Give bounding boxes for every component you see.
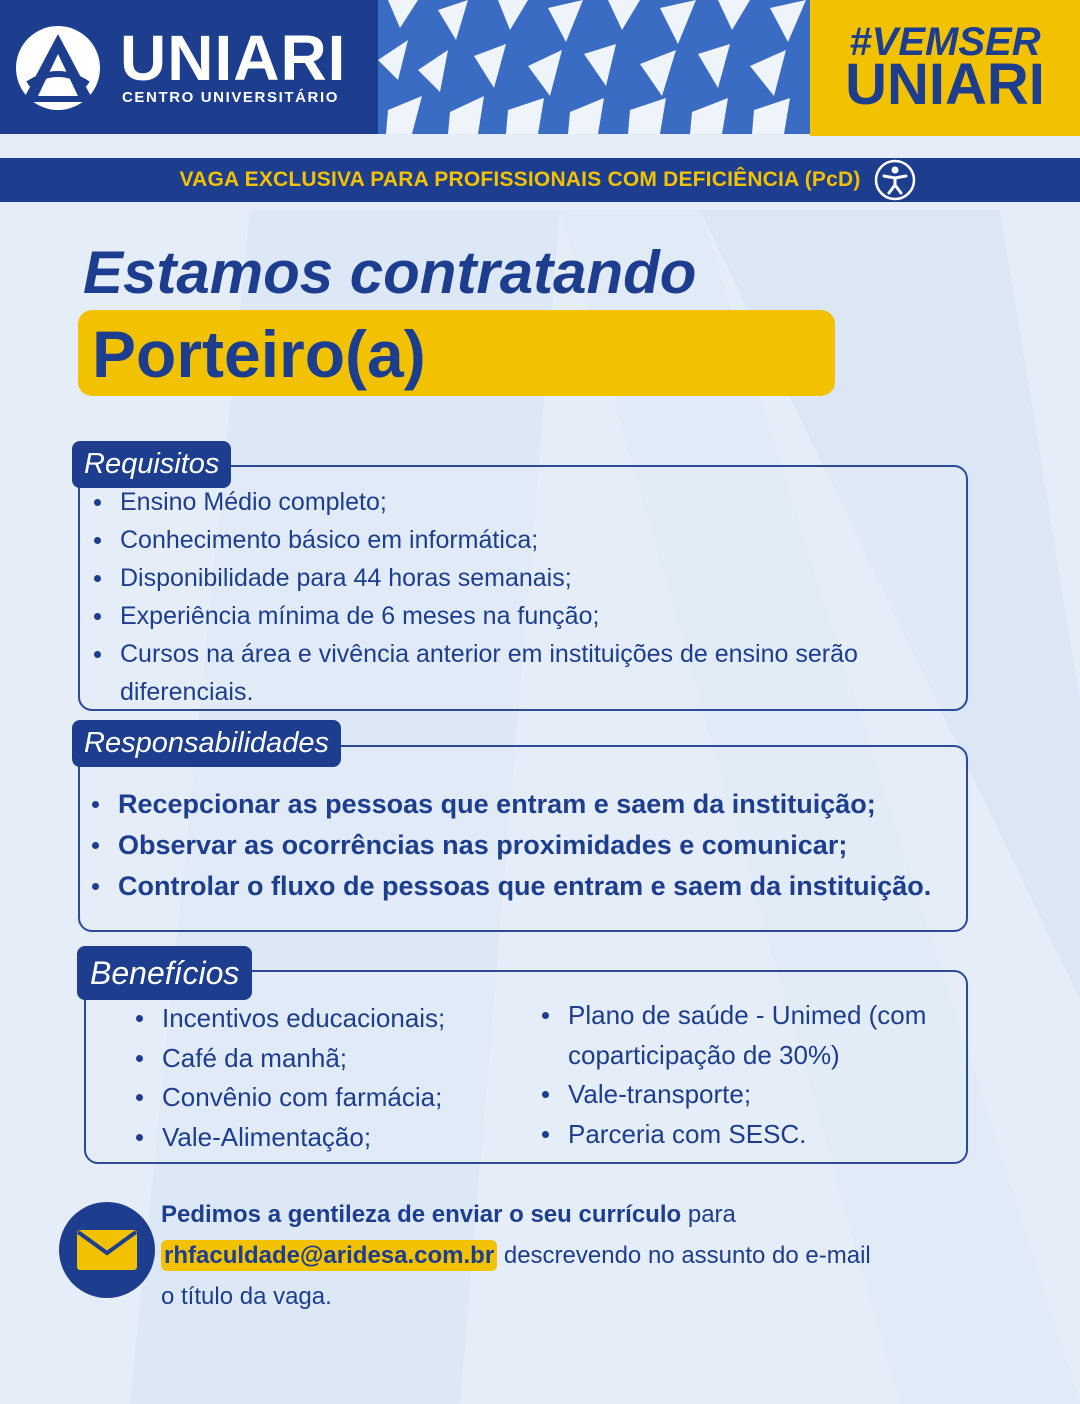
- hashtag-block: [810, 0, 1080, 136]
- pcd-banner: [0, 158, 1080, 202]
- beneficios-list-left: [122, 999, 522, 1157]
- responsabilidades-list: [78, 784, 968, 907]
- list-item: Recepcionar as pessoas que entram e saem da instituição;: [78, 784, 968, 825]
- contact-text: [161, 1194, 1041, 1317]
- contact-after-email: descrevendo no assunto do e-mail: [497, 1242, 871, 1269]
- contact-intro-tail: para: [681, 1201, 736, 1228]
- list-item: Incentivos educacionais;: [122, 999, 522, 1039]
- headline: Estamos contratando: [83, 239, 697, 306]
- mail-icon: [76, 1229, 138, 1271]
- contact-line-1: [161, 1194, 1041, 1235]
- list-item: Controlar o fluxo de pessoas que entram e saem da instituição.: [78, 866, 968, 907]
- list-item: Parceria com SESC.: [528, 1115, 948, 1155]
- accessibility-icon: [873, 158, 917, 202]
- hashtag-line1: #VEMSER: [849, 20, 1041, 64]
- requisitos-list: [80, 483, 950, 711]
- requisitos-title: Requisitos: [72, 441, 231, 488]
- contact-line-3: o título da vaga.: [161, 1283, 332, 1310]
- list-item: Convênio com farmácia;: [122, 1078, 522, 1118]
- list-item: Vale-Alimentação;: [122, 1118, 522, 1158]
- triangle-pattern: [378, 0, 810, 134]
- logo-subtitle: CENTRO UNIVERSITÁRIO: [122, 89, 340, 106]
- list-item: Café da manhã;: [122, 1039, 522, 1079]
- responsabilidades-title: Responsabilidades: [72, 720, 341, 767]
- list-item: Disponibilidade para 44 horas semanais;: [80, 559, 950, 597]
- beneficios-title: Benefícios: [77, 946, 252, 1000]
- banner-text: VAGA EXCLUSIVA PARA PROFISSIONAIS COM DEFICIÊNCIA (PcD): [179, 168, 861, 191]
- beneficios-list-right: [528, 996, 948, 1154]
- list-item: Vale-transporte;: [528, 1075, 948, 1115]
- job-title: Porteiro(a): [92, 317, 426, 391]
- logo-name: UNIARI: [120, 22, 347, 94]
- hashtag-line2: UNIARI: [845, 52, 1045, 117]
- list-item: Conhecimento básico em informática;: [80, 521, 950, 559]
- uniari-logo-icon: [14, 24, 102, 112]
- mail-badge: [59, 1202, 155, 1298]
- contact-line-2: [161, 1235, 1041, 1276]
- list-item: Plano de saúde - Unimed (com coparticipação de 30%): [528, 996, 948, 1075]
- list-item: Experiência mínima de 6 meses na função;: [80, 597, 950, 635]
- logo: [0, 0, 378, 134]
- contact-intro: Pedimos a gentileza de enviar o seu currículo: [161, 1201, 682, 1228]
- list-item: Cursos na área e vivência anterior em instituições de ensino serão diferenciais.: [80, 635, 950, 711]
- email-link[interactable]: rhfaculdade@aridesa.com.br: [161, 1240, 497, 1271]
- list-item: Ensino Médio completo;: [80, 483, 950, 521]
- job-title-box: [78, 310, 835, 396]
- header: [0, 0, 1080, 138]
- list-item: Observar as ocorrências nas proximidades e comunicar;: [78, 825, 968, 866]
